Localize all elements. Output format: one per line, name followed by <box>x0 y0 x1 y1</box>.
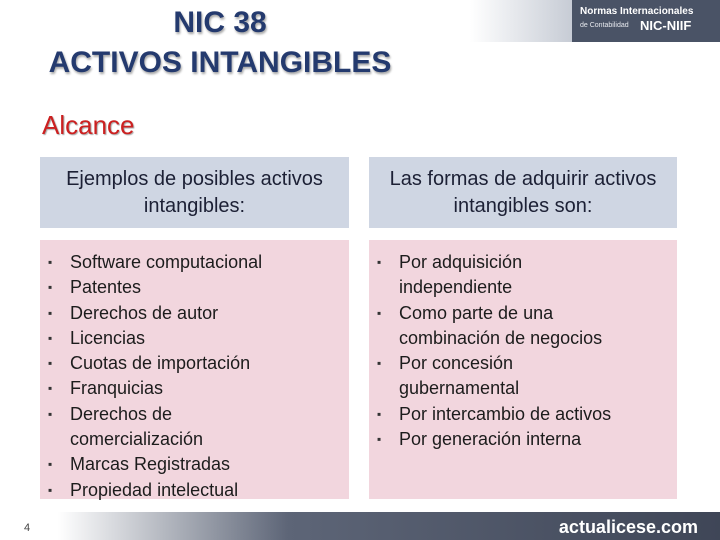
list-item: ▪ Derechos de autor <box>40 301 349 326</box>
bullet-icon: ▪ <box>48 482 53 497</box>
right-column-heading-text: Las formas de adquirir activos intangibles son: <box>389 167 657 217</box>
bullet-icon: ▪ <box>377 305 382 320</box>
list-item: ▪ Por concesión gubernamental <box>377 353 520 399</box>
bullet-icon: ▪ <box>48 280 53 295</box>
list-item: ▪ Marcas Registradas <box>40 452 349 477</box>
bullet-icon: ▪ <box>48 381 53 396</box>
list-item: ▪ Por generación interna <box>369 427 677 452</box>
list-item: ▪ Patentes <box>40 275 349 300</box>
page-number: 4 <box>24 522 31 534</box>
list-item: ▪ Software computacional <box>40 250 349 275</box>
list-item: ▪ Cuotas de importación <box>40 351 349 376</box>
right-column-heading <box>369 157 677 228</box>
left-column-heading-text: Ejemplos de posibles activos intangibles: <box>66 167 323 217</box>
bullet-icon: ▪ <box>48 255 53 269</box>
brand-logo-text-sub: de Contabilidad <box>580 22 629 29</box>
list-item: ▪ Como parte de una combinación de negocios <box>377 302 603 348</box>
brand-logo-text-top: Normas Internacionales <box>580 6 694 17</box>
left-column-heading <box>40 157 349 228</box>
bullet-icon: ▪ <box>377 432 382 447</box>
slide-title-line-2: ACTIVOS INTANGIBLES <box>48 46 392 79</box>
footer-brand-logo: actualicese.com <box>558 517 698 537</box>
bullet-icon: ▪ <box>48 356 53 371</box>
bullet-icon: ▪ <box>48 406 53 421</box>
list-item: ▪ Por adquisición independiente <box>377 252 523 298</box>
list-item: ▪ Por intercambio de activos <box>369 402 677 427</box>
bullet-icon: ▪ <box>377 255 382 269</box>
bullet-icon: ▪ <box>48 305 53 320</box>
bullet-icon: ▪ <box>48 457 53 472</box>
bullet-icon: ▪ <box>377 406 382 421</box>
brand-logo-text-main: NIC-NIIF <box>640 18 692 33</box>
bullet-icon: ▪ <box>377 356 382 371</box>
left-column-list <box>40 250 349 503</box>
list-item: ▪ Licencias <box>40 326 349 351</box>
section-subtitle: Alcance <box>42 110 135 140</box>
right-column-list <box>369 250 677 452</box>
list-item: ▪ Propiedad intelectual <box>40 478 349 503</box>
bullet-icon: ▪ <box>48 330 53 345</box>
slide-title-line-1: NIC 38 <box>173 6 267 39</box>
right-column-list-panel <box>369 240 677 499</box>
left-column-list-panel <box>40 240 349 499</box>
list-item: ▪ Franquicias <box>40 376 349 401</box>
list-item: ▪ Derechos de comercialización <box>48 403 204 450</box>
